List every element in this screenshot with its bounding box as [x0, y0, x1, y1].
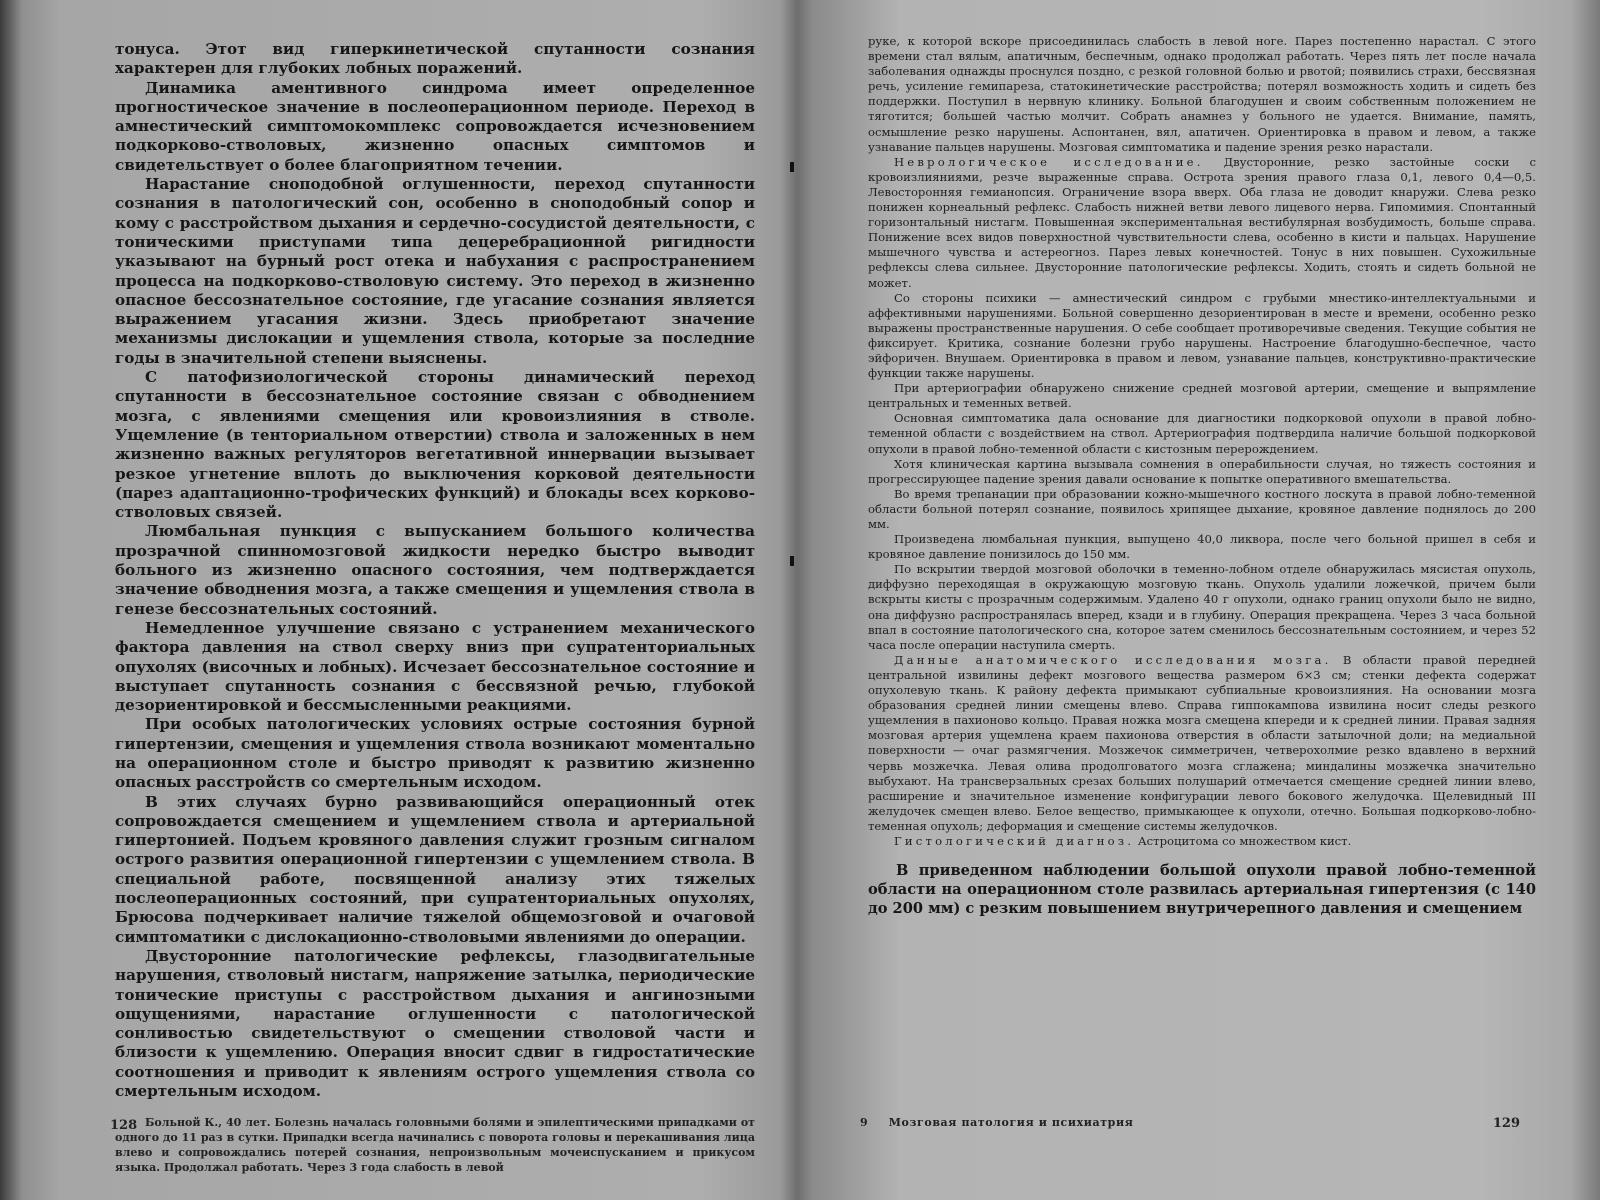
- section-heading: Неврологическое исследование.: [894, 154, 1204, 169]
- page-footer: [860, 1116, 1133, 1129]
- paragraph: По вскрытии твердой мозговой оболочки в теменно-лобном отделе обнаружилась мясистая опухоль, диффузно переходящая в окружающую мозговую ткань. Опухоль удалили ложечкой, причем были вскрыты кисты с прозрачным содержимым. Удалено 40 г опухоли, однако границ опухоли было не видно, она диффузно распространялась вперед, кзади и в глубину. Операция прекращена. Через 3 часа больной впал в состояние патологического сна, которое затем сменилось бессознательным состоянием, и через 52 часа после операции наступила смерть.: [868, 562, 1536, 652]
- section-heading: Данные анатомического исследования мозга.: [894, 652, 1332, 667]
- paragraph: Произведена люмбальная пункция, выпущено 40,0 ликвора, после чего больной пришел в себя и кровяное давление понизилось до 150 мм.: [868, 532, 1536, 562]
- paragraph: Нарастание сноподобной оглушенности, переход спутанности сознания в патологический сон, особенно в сноподобный сопор и кому с расстройством дыхания и сердечно-сосудистой деятельности, с тоническими приступами типа децеребрационной ригидности указывают на бурный рост отека и набухания с распространением процесса на подкорково-стволовую систему. Это переход в жизненно опасное бессознательное состояние, где угасание сознания является выражением угасания жизни. Здесь приобретают значение механизмы дислокации и ущемления ствола, которые за последние годы в значительной степени выяснены.: [115, 175, 755, 367]
- paragraph: Двусторонние патологические рефлексы, глазодвигательные нарушения, стволовый нистагм, напряжение затылка, периодические тонические приступы с расстройством дыхания и ангинозными ощущениями, нарастание оглушенности с патологической сонливостью свидетельствуют о смещении стволовой части и близости к ущемлению. Операция вносит сдвиг в гидростатические соотношения и приводит к явлениям острого ущемления ствола со смертельным исходом.: [115, 946, 755, 1101]
- signature-mark: 9: [860, 1116, 869, 1129]
- paragraph: Люмбальная пункция с выпусканием большого количества прозрачной спинномозговой жидкости нередко быстро выводит больного из жизненно опасного состояния, чем подтверждается значение обводнения мозга, а также смещения и ущемления ствола в генезе бессознательных состояний.: [115, 522, 755, 618]
- paragraph: Немедленное улучшение связано с устранением механического фактора давления на ствол сверху вниз при супратенториальных опухолях (височных и лобных). Исчезает бессознательное состояние и выступает спутанность сознания с бессвязной речью, глубокой дезориентировкой и бессмысленными реакциями.: [115, 618, 755, 715]
- case-note: Больной К., 40 лет. Болезнь началась головными болями и эпилептическими припадками от одного до 11 раз в сутки. Припадки всегда начинались с поворота головы и перекашивания лица влево и сопровождались потерей сознания, непроизвольным мочеиспусканием и прикусом языка. Продолжал работать. Через 3 года слабость в левой: [115, 1116, 755, 1175]
- page-number: 128: [110, 1118, 138, 1133]
- paragraph: Хотя клиническая картина вызывала сомнения в операбильности случая, но тяжесть состояния и прогрессирующее падение зрения давали основание к попытке оперативного вмешательства.: [868, 456, 1536, 486]
- paragraph: руке, к которой вскоре присоединилась слабость в левой ноге. Парез постепенно нарастал. С этого времени стал вялым, апатичным, беспечным, однако продолжал работать. Через пять лет после начала заболевания однажды проснулся поздно, с резкой головной болью и рвотой; появились страхи, бессвязная речь, усиление гемипареза, статокинетические расстройства; потерял возможность ходить и сидеть без поддержки. Поступил в нервную клинику. Больной благодушен и своим собственным положением не тяготится; большей частью молчит. Собрать анамнез у больного не удается. Внимание, память, осмышление резко нарушены. Аспонтанен, вял, апатичен. Ориентировка в правом и левом, а также узнавание пальцев нарушены. Мозговая симптоматика и падение зрения резко нарастали.: [868, 34, 1536, 154]
- paragraph: В этих случаях бурно развивающийся операционный отек сопровождается смещением и ущемлением ствола и артериальной гипертонией. Подъем кровяного давления служит грозным сигналом острого развития операционной гипертензии с ущемлением ствола. В специальной работе, посвященной анализу этих тяжелых послеоперационных состояний, при супратенториальных опухолях, Брюсова подчеркивает наличие тяжелой общемозговой и очаговой симптоматики с дислокационно-стволовыми явлениями до операции.: [115, 792, 755, 946]
- right-page: [860, 0, 1540, 1200]
- paragraph: С патофизиологической стороны динамический переход спутанности в бессознательное состояние связан с обводнением мозга, с явлениями смещения или кровоизлияния в стволе. Ущемление (в тенториальном отверстии) ствола и заложенных в нем жизненно важных регуляторов вегетативной иннервации вызывает резкое угнетение вплоть до выключения корковой деятельности (парез адаптационно-трофических функций) и блокады всех корково-стволовых связей.: [115, 368, 755, 522]
- paragraph: Динамика аментивного синдрома имеет определенное прогностическое значение в послеоперационном периоде. Переход в амнестический симптомокомплекс сопровождается исчезновением подкорково-стволовых, жизненно опасных симптомов и свидетельствует о более благоприятном течении.: [115, 78, 755, 174]
- running-title: Мозговая патология и психиатрия: [888, 1116, 1134, 1129]
- binding-mark: [790, 556, 794, 566]
- paragraph: тонуса. Этот вид гиперкинетической спутанности сознания характерен для глубоких лобных поражений.: [115, 40, 755, 78]
- conclusion-paragraph: В приведенном наблюдении большой опухоли правой лобно-теменной области на операционном столе развилась артериальная гипертензия (с 140 до 200 мм) с резким повышением внутричерепного давления и смещением: [868, 862, 1536, 918]
- right-page-text: [868, 34, 1536, 918]
- paragraph: Гистологический диагноз. Астроцитома со множеством кист.: [894, 833, 1352, 848]
- paragraph: При артериографии обнаружено снижение средней мозговой артерии, смещение и выпрямление центральных и теменных ветвей.: [868, 381, 1536, 411]
- paragraph: Во время трепанации при образовании кожно-мышечного костного лоскута в правой лобно-теменной области больной потерял сознание, появилось хрипящее дыхание, кровяное давление поднялось до 200 мм.: [868, 486, 1536, 531]
- page-number: 129: [1492, 1116, 1520, 1131]
- left-page-text: [115, 40, 755, 1175]
- paragraph: При особых патологических условиях острые состояния бурной гипертензии, смещения и ущемления ствола возникают моментально на операционном столе и быстро приводят к развитию жизненно опасных расстройств со смертельным исходом.: [115, 715, 755, 792]
- binding-mark: [790, 162, 794, 172]
- paragraph: Неврологическое исследование. Двусторонние, резко застойные соски с кровоизлияниями, резче выраженные справа. Острота зрения правого глаза 0,1, левого 0,4—0,5. Левосторонняя гемианопсия. Ограничение взора вверх. Оба глаза не доводит кнаружи. Слева резко понижен корнеальный рефлекс. Слабость нижней ветви левого лицевого нерва. Гипомимия. Спонтанный горизонтальный нистагм. Повышенная экспериментальная вестибулярная возбудимость, больше справа. Понижение всех видов поверхностной чувствительности слева, особенно в кисти и пальцах. Нарушение мышечного чувства и астереогноз. Парез левых конечностей. Тонус в них повышен. Сухожильные рефлексы слева сильнее. Двусторонние патологические рефлексы. Ходить, стоять и сидеть больной не может.: [868, 154, 1536, 290]
- paragraph: Со стороны психики — амнестический синдром с грубыми мнестико-интеллектуальными и аффективными нарушениями. Больной совершенно дезориентирован в месте и времени, особенно резко выражены пространственные нарушения. О себе сообщает противоречивые сведения. Текущие события не фиксирует. Критика, сознание болезни грубо нарушены. Настроение благодушно-беспечное, часто эйфоричен. Внушаем. Ориентировка в правом и левом, узнавание пальцев, конструктивно-практические функции также нарушены.: [868, 290, 1536, 381]
- paragraph: Данные анатомического исследования мозга. В области правой передней центральной извилины дефект мозгового вещества размером 6×3 см; стенки дефекта содержат опухолевую ткань. К району дефекта примыкают субпиальные кровоизлияния. На основании мозга образования средней линии смещены влево. Справа гиппокампова извилина носит следы резкого ущемления в пахионово кольцо. Правая ножка мозга смещена кпереди и к средней линии. Правая задняя мозговая артерия ущемлена краем пахионова отверстия в области затылочной доли; на медиальной поверхности — очаг размягчения. Мозжечок симметричен, четверохолмие резко вдавлено в верхний червь мозжечка. Левая олива продолговатого мозга сглажена; миндалины мозжечка значительно выбухают. На трансверзальных срезах больших полушарий отмечается смещение средней линии влево, расширение и значительное изменение конфигурации левого бокового желудочка. Щелевидный III желудочек смещен влево. Белое вещество, примыкающее к опухоли, отечно. Большая подкорково-лобно-теменная опухоль; деформация и смещение системы желудочков.: [868, 652, 1536, 833]
- section-heading: Гистологический диагноз.: [894, 833, 1135, 848]
- paragraph: Основная симптоматика дала основание для диагностики подкорковой опухоли в правой лобно-теменной области с воздействием на ствол. Артериография подтвердила наличие большой подкорковой опухоли в правой лобно-теменной области с кистозным перерождением.: [868, 411, 1536, 456]
- left-page: [70, 0, 760, 1200]
